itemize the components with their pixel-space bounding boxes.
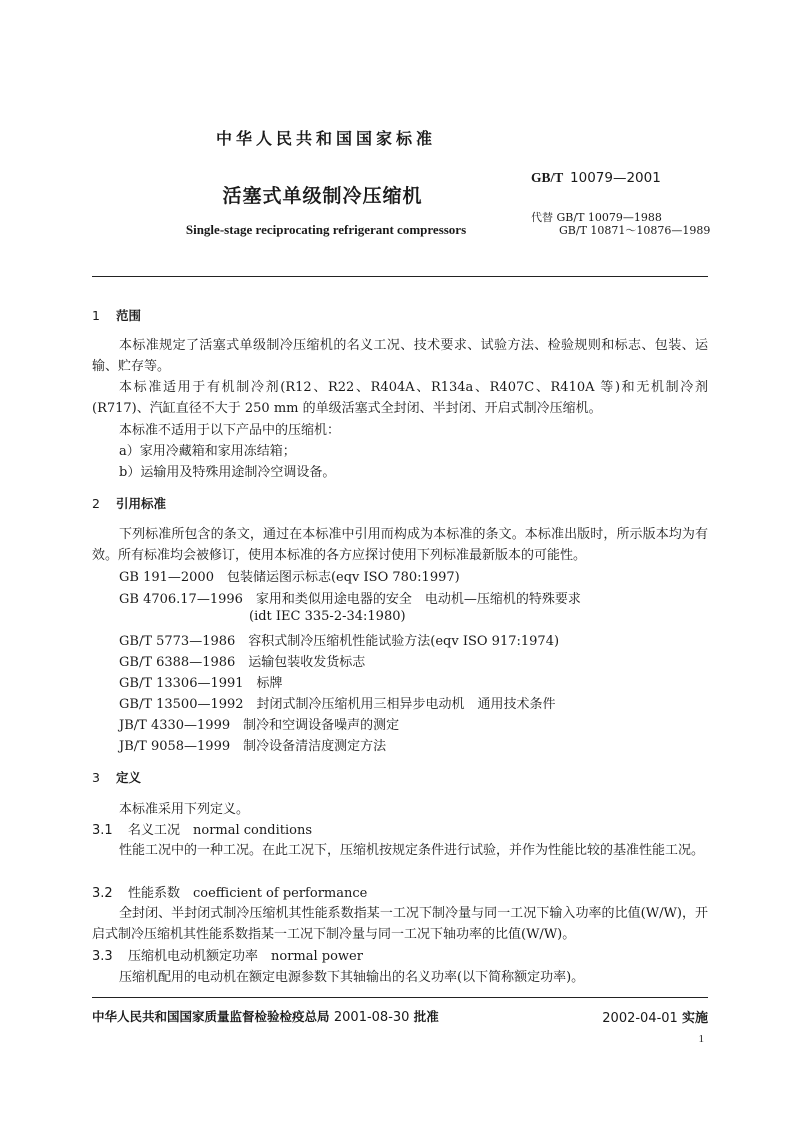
section-title: 范围 (116, 308, 142, 323)
list-item: a）家用冷藏箱和家用冻结箱； (119, 444, 296, 459)
section-2-heading (92, 494, 166, 512)
replaces-line-2: GB/T 10871～10876—1989 (559, 224, 711, 237)
section-number: 2 (92, 496, 100, 511)
paragraph: 全封闭、半封闭式制冷压缩机其性能系数指某一工况下制冷量与同一工况下输入功率的比值(W/W)，开启式制冷压缩机其性能系数指某一工况下制冷量与同一工况下轴功率的比值(W/W)。 (92, 906, 708, 942)
clause-number: 3.3 (92, 949, 113, 964)
definition-3-3-heading (92, 945, 363, 964)
section-number: 1 (92, 308, 100, 323)
footer-implementation (602, 1007, 708, 1026)
list-item: b）运输用及特殊用途制冷空调设备。 (119, 465, 336, 480)
page-number: 1 (698, 1033, 704, 1045)
footer-divider (92, 997, 708, 998)
approval-date: 2001-08-30 (333, 1010, 410, 1025)
implementation-label: 实施 (681, 1011, 708, 1026)
standard-code-number: 10079—2001 (570, 170, 661, 186)
reference-item: GB 4706.17—1996 家用和类似用途电器的安全 电动机—压缩机的特殊要求 (119, 592, 581, 607)
reference-item: GB/T 6388—1986 运输包装收发货标志 (119, 655, 366, 670)
reference-item: JB/T 4330—1999 制冷和空调设备噪声的测定 (119, 718, 400, 733)
header-divider (92, 276, 708, 277)
clause-number: 3.2 (92, 886, 113, 901)
reference-item: GB/T 13306—1991 标牌 (119, 676, 283, 691)
paragraph: 本标准采用下列定义。 (119, 802, 250, 817)
definition-3-1-heading (92, 819, 312, 838)
clause-number: 3.1 (92, 823, 113, 838)
definition-3-2-heading (92, 882, 367, 901)
reference-item: JB/T 9058—1999 制冷设备清洁度测定方法 (119, 739, 387, 754)
footer-approval (92, 1007, 439, 1025)
clause-title: 性能系数 coefficient of performance (128, 886, 368, 901)
clause-title: 压缩机电动机额定功率 normal power (128, 949, 363, 964)
paragraph: 压缩机配用的电动机在额定电源参数下其轴输出的名义功率(以下简称额定功率)。 (119, 970, 585, 985)
replaces-line-1: 代替 GB/T 10079—1988 (531, 211, 662, 224)
reference-item: GB 191—2000 包装储运图示标志(eqv ISO 780:1997) (119, 570, 460, 585)
section-1-heading (92, 306, 141, 324)
clause-title: 名义工况 normal conditions (128, 823, 312, 838)
section-title: 定义 (116, 770, 142, 785)
reference-item: GB/T 5773—1986 容积式制冷压缩机性能试验方法(eqv ISO 917:1974) (119, 634, 560, 649)
approval-label: 批准 (413, 1009, 439, 1024)
section-title: 引用标准 (116, 496, 167, 511)
paragraph: 本标准适用于有机制冷剂(R12、R22、R404A、R134a、R407C、R410A 等)和无机制冷剂(R717)、汽缸直径不大于 250 mm 的单级活塞式全封闭、半封闭、开启式制冷压缩机。 (92, 380, 708, 416)
paragraph: 本标准规定了活塞式单级制冷压缩机的名义工况、技术要求、试验方法、检验规则和标志、包装、运输、贮存等。 (92, 338, 708, 374)
reference-item: (idt IEC 335-2-34:1980) (249, 609, 406, 624)
standard-title-cn: 活塞式单级制冷压缩机 (222, 185, 423, 207)
standard-code-prefix: GB/T (531, 170, 564, 185)
paragraph: 性能工况中的一种工况。在此工况下，压缩机按规定条件进行试验，并作为性能比较的基准性能工况。 (119, 843, 705, 858)
standard-title-en: Single-stage reciprocating refrigerant compressors (185, 222, 467, 237)
paragraph: 本标准不适用于以下产品中的压缩机： (119, 423, 341, 438)
paragraph: 下列标准所包含的条文，通过在本标准中引用而构成为本标准的条文。本标准出版时，所示版本均为有效。所有标准均会被修订，使用本标准的各方应探讨使用下列标准最新版本的可能性。 (92, 527, 708, 563)
reference-item: GB/T 13500—1992 封闭式制冷压缩机用三相异步电动机 通用技术条件 (119, 697, 556, 712)
implementation-date: 2002-04-01 (602, 1011, 678, 1026)
section-number: 3 (92, 770, 100, 785)
section-3-heading (92, 768, 141, 786)
issuing-authority: 中华人民共和国国家质量监督检验检疫总局 (92, 1009, 330, 1024)
national-standard-heading: 中华人民共和国国家标准 (215, 129, 436, 148)
